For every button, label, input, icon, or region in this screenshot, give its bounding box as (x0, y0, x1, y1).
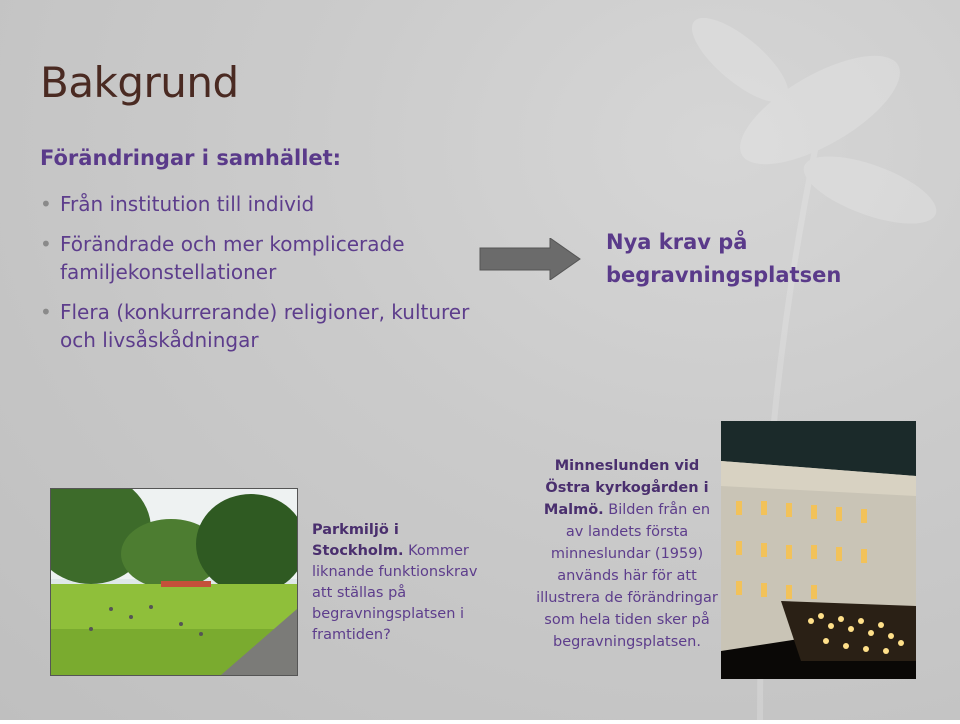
subheading: Förändringar i samhället: (40, 146, 342, 170)
memorial-caption-text: Bilden från en av landets första minneslundar (1959) används här för att illustrera de förändringar som hela tiden sker på begravningsplatsen. (536, 502, 718, 650)
park-caption-text: Kommer liknande funktionskrav att ställas på begravningsplatsen i framtiden? (312, 543, 478, 643)
park-photo (50, 488, 298, 676)
memorial-caption-title: Minneslunden vid Östra kyrkogården i Malmö. (543, 458, 709, 518)
result-text: Nya krav på begravningsplatsen (606, 230, 842, 287)
memorial-caption (536, 455, 718, 653)
right-arrow-icon (478, 238, 582, 280)
slide-title: Bakgrund (40, 58, 239, 107)
bullet-item: • Flera (konkurrerande) religioner, kulturer och livsåskådningar (40, 298, 480, 354)
memorial-photo (721, 421, 916, 679)
bullet-item: • Förändrade och mer komplicerade familjekonstellationer (40, 230, 480, 286)
bullet-item: • Från institution till individ (40, 190, 480, 218)
bullet-list (40, 190, 480, 366)
park-caption-title: Parkmiljö i Stockholm. (312, 522, 404, 559)
park-caption (312, 520, 482, 646)
